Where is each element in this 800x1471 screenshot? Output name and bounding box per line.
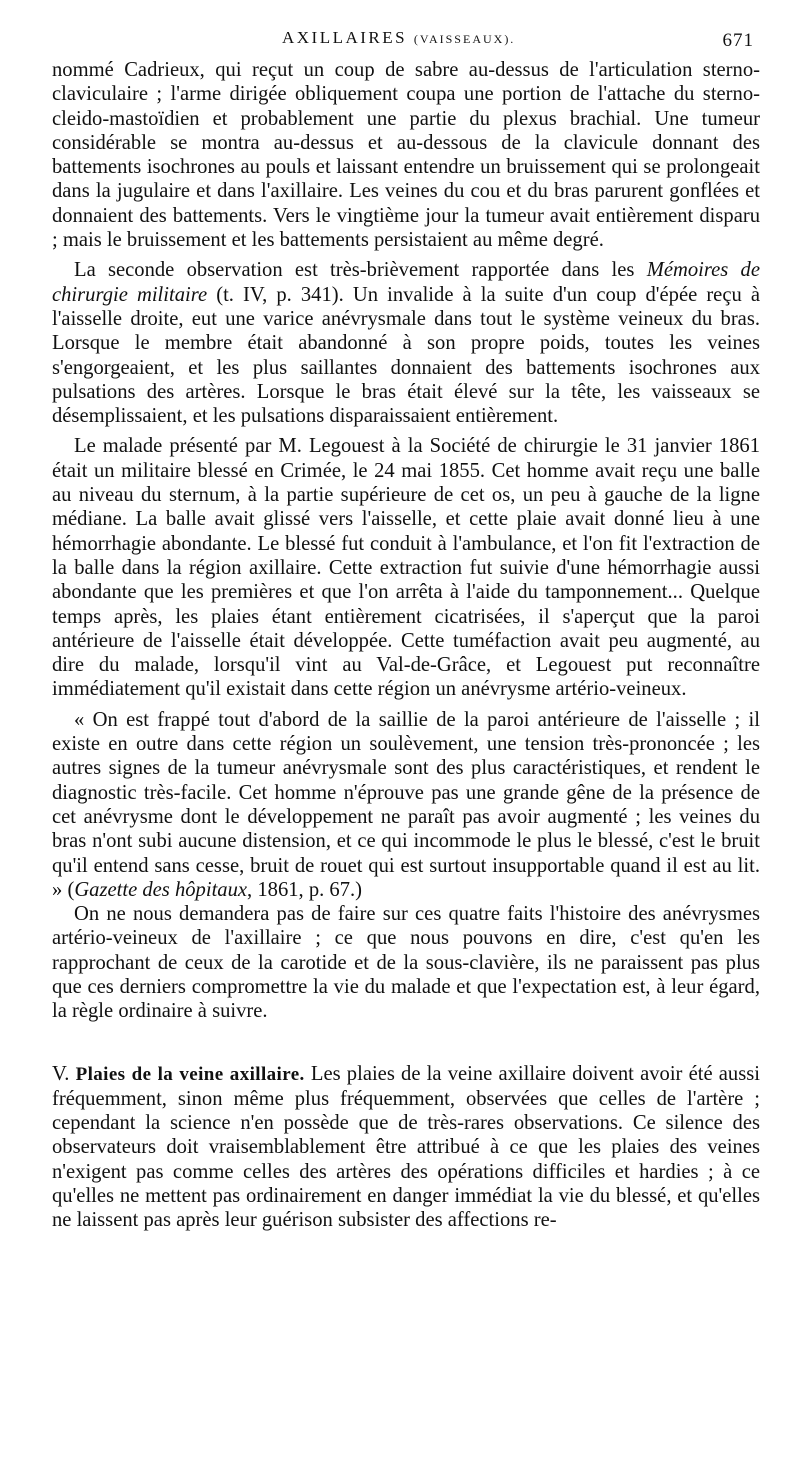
memoires-title: Mémoires de chirurgie militaire — [52, 259, 760, 306]
paragraph-5: On ne nous demandera pas de faire sur ces quatre faits l'histoire des anévrysmes artério-veineux de l'axillaire ; ce que nous pouvons en dire, c'est qu'en les rapprochant de ceux de la carotide et de la sous-clavière, ils ne paraissent pas plus que ces derniers compromettre la vie du malade et que l'expectation est, à leur égard, la règle ordinaire à suivre. — [52, 903, 760, 1023]
section-spacer — [52, 1024, 760, 1062]
section-v-paragraph — [52, 1062, 760, 1233]
paragraph-3: Le malade présenté par M. Legouest à la Société de chirurgie le 31 janvier 1861 était un militaire blessé en Crimée, le 24 mai 1855. Cet homme avait reçu une balle au niveau du sternum, à la partie supérieure de cet os, un peu à gauche de la ligne médiane. La balle avait glissé vers l'aisselle, et cette plaie avait donné lieu à une hémorrhagie abondante. Le blessé fut conduit à l'ambulance, et l'on fit l'extraction de la balle dans la région axillaire. Cette extraction fut suivie d'une hémorrhagie aussi abondante que les premières et que l'on arrêta à l'aide du tamponnement... Quelque temps après, les plaies étant entièrement cicatrisées, il s'aperçut que la paroi antérieure de l'aisselle était développée. Cette tuméfaction avait peu augmenté, au dire du malade, lorsqu'il vint au Val-de-Grâce, et Legouest put reconnaître immédiatement qu'il existait dans cette région un anévrysme artério-veineux. — [52, 435, 760, 701]
running-title — [282, 28, 515, 48]
paragraph-2-text-b: (t. IV, p. 341). Un invalide à la suite d'un coup d'épée reçu à l'aisselle droite, eut une varice anévrysmale dans tout le système veineux du bras. Lorsque le membre était abandonné à son propre poids, toutes les veines s'engorgeaient, et les plus saillantes donnaient des battements isochrones aux pulsations des artères. Lorsque le bras était élevé sur la tête, les vaisseaux se désemplissaient, et les pulsations disparaissaient entièrement. — [52, 283, 760, 428]
body-text — [52, 58, 760, 1233]
paragraph-4-quote — [52, 708, 760, 902]
running-title-main: AXILLAIRES — [282, 28, 408, 47]
running-head — [52, 28, 760, 58]
paragraph-1: nommé Cadrieux, qui reçut un coup de sabre au-dessus de l'articulation sterno-claviculaire ; l'arme dirigée obliquement coupa une portion de l'attache du sterno-cleido-mastoïdien et probablement une partie du plexus brachial. Une tumeur considérable se montra au-dessus et au-dessous de la clavicule donnant des battements isochrones au pouls et laissant entendre un bruissement qui se prolongeait dans la jugulaire et dans l'axillaire. Les veines du cou et du bras parurent gonflées et donnaient des battements. Vers le vingtième jour la tumeur avait entièrement disparu ; mais le bruissement et les battements persistaient au même degré. — [52, 59, 760, 252]
paragraph-2-text-a: La seconde observation est très-brièvement rapportée dans les — [74, 259, 647, 282]
page-number: 671 — [722, 30, 754, 51]
running-title-sub: (VAISSEAUX). — [413, 32, 516, 46]
gazette-title: Gazette des hôpitaux — [74, 878, 248, 901]
paragraph-4-text-a: « On est frappé tout d'abord de la saillie de la paroi antérieure de l'aisselle ; il existe en outre dans cette région un soulèvement, une tension très-prononcée ; les autres signes de la tumeur anévrysmale sont des plus caractéristiques, et rendent le diagnostic très-facile. Cet homme n'éprouve pas une grande gêne de la présence de cet anévrysme dont le développement ne paraît pas avoir augmenté ; les veines du bras n'ont subi aucune distension, et ce qui incommode le plus le blessé, c'est le bruit qu'il entend sans cesse, bruit de rouet qui est surtout insupportable quand il est au lit. » ( — [52, 708, 760, 901]
paragraph-4-text-b: , 1861, p. 67.) — [247, 878, 363, 901]
section-v-text: Les plaies de la veine axillaire doivent avoir été aussi fréquemment, sinon même plus fréquemment, observées que celles de l'artère ; cependant la science n'en possède que de très-rares observations. Ce silence des observateurs doit vraisemblablement être attribué à ce que les plaies des veines n'exigent pas comme celles des artères des opérations difficiles et hardies ; à ce qu'elles ne mettent pas ordinairement en danger immédiat la vie du blessé, et qu'elles ne laissent pas après leur guérison subsister des affections re- — [52, 1062, 760, 1232]
section-number: V. — [52, 1062, 70, 1085]
section-title: Plaies de la veine axillaire. — [75, 1063, 305, 1085]
paragraph-2 — [52, 258, 760, 428]
